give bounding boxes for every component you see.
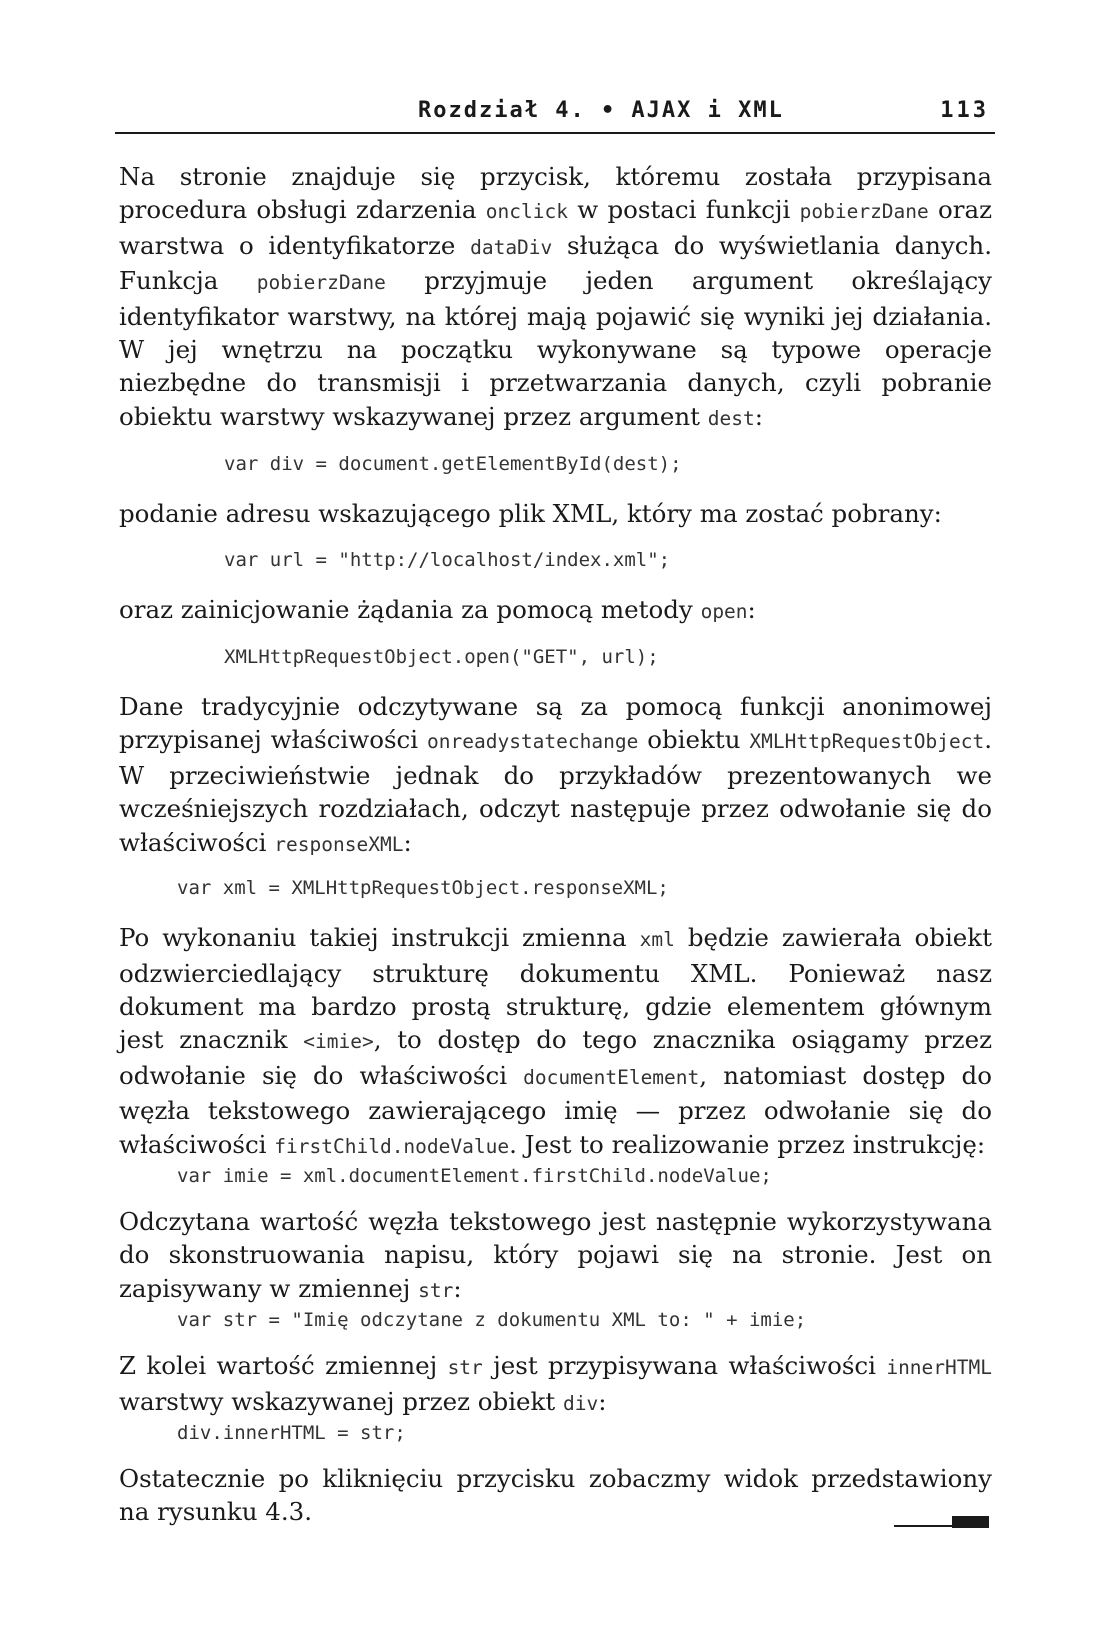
paragraph-5 [119, 921, 992, 1163]
end-mark-bar [952, 1516, 989, 1528]
inline-code: innerHTML [886, 1356, 992, 1380]
code-listing: var imie = xml.documentElement.firstChild.nodeValue; [177, 1164, 772, 1187]
text-run: jest przypisywana właściwości [482, 1351, 887, 1381]
text-run: warstwy wskazywanej przez obiekt [119, 1386, 564, 1416]
inline-code: responseXML [274, 832, 404, 856]
inline-code: str [418, 1278, 454, 1302]
inline-code: open [700, 599, 748, 623]
paragraph-1 [119, 160, 992, 435]
text-run: oraz warstwa o identyfikatorze [119, 195, 993, 260]
paragraph-3 [119, 593, 992, 628]
code-listing: div.innerHTML = str; [177, 1421, 406, 1444]
inline-code: dataDiv [470, 235, 553, 259]
text-run: Na stronie znajduje się przycisk, któremu została przypisana procedura obsługi zdarzenia [119, 162, 992, 225]
text-run: w postaci funkcji [567, 195, 800, 225]
text-run: , natomiast dostęp do węzła tekstowego zawierającego imię — przez odwołanie się do właściwości [119, 1060, 992, 1159]
text-run: będzie zawierała obiekt odzwierciedlający strukturę dokumentu XML. Ponieważ nasz dokument ma bardzo prostą strukturę, gdzie elementem głównym jest znacznik [119, 923, 992, 1055]
text-run: oraz zainicjowanie żądania za pomocą metody [119, 594, 701, 624]
page-number: 113 [940, 98, 989, 123]
text-run: obiektu [638, 725, 750, 755]
text-run: Z kolei wartość zmiennej [119, 1351, 448, 1381]
text-run: : [453, 1273, 462, 1303]
inline-code: XMLHttpRequestObject [749, 730, 985, 754]
text-run: , to dostęp do tego znacznika osiągamy przez odwołanie się do właściwości [119, 1025, 992, 1090]
inline-code: onclick [485, 200, 568, 224]
paragraph-2: podanie adresu wskazującego plik XML, który ma zostać pobrany: [119, 499, 942, 529]
text-run: : [754, 401, 763, 431]
code-listing: var xml = XMLHttpRequestObject.responseXML; [177, 877, 669, 900]
body-text [119, 160, 992, 1529]
section-end-mark [894, 1516, 989, 1528]
running-header [115, 98, 995, 134]
paragraph-4 [119, 690, 992, 861]
text-run: Po wykonaniu takiej instrukcji zmienna [119, 923, 640, 953]
text-run: przyjmuje jeden argument określający identyfikator warstwy, na której mają pojawić się wyniki jej działania. W jej wnętrzu na początku wykonywane są typowe operacje niezbędne do transmisji i przetwarzania danych, czyli pobranie obiektu warstwy wskazywanej przez argument [119, 266, 993, 431]
text-run: Dane tradycyjnie odczytywane są za pomocą funkcji anonimowej przypisanej właściwości [119, 692, 992, 755]
text-run: . Jest to realizowanie przez instrukcję: [509, 1129, 986, 1159]
paragraph-8: Ostatecznie po kliknięciu przycisku zobaczmy widok przedstawiony na rysunku 4.3. [119, 1463, 992, 1527]
code-listing: XMLHttpRequestObject.open("GET", url); [224, 646, 659, 669]
running-title: Rozdział 4. • AJAX i XML [418, 98, 784, 123]
paragraph-6 [119, 1205, 992, 1307]
inline-code: onreadystatechange [427, 730, 639, 754]
code-listing: var div = document.getElementById(dest); [224, 453, 682, 476]
text-run: . W przeciwieństwie jednak do przykładów prezentowanych we wcześniejszych rozdziałach, odczyt następuje przez odwołanie się do właściwości [119, 725, 992, 857]
inline-code: pobierzDane [256, 271, 386, 295]
end-mark-line [894, 1525, 954, 1527]
text-run: : [747, 594, 756, 624]
code-listing: var url = "http://localhost/index.xml"; [224, 548, 671, 571]
inline-code: firstChild.nodeValue [274, 1134, 510, 1158]
text-run: : [598, 1386, 607, 1416]
inline-code: dest [707, 406, 755, 430]
inline-code: documentElement [523, 1065, 700, 1089]
paragraph-7 [119, 1349, 992, 1420]
text-run: służąca do wyświetlania danych. Funkcja [119, 230, 992, 296]
inline-code: <imie> [303, 1030, 374, 1054]
text-run: : [403, 827, 412, 857]
inline-code: xml [639, 928, 675, 952]
inline-code: str [447, 1356, 483, 1380]
code-listing: var str = "Imię odczytane z dokumentu XML to: " + imie; [177, 1309, 807, 1332]
text-run: Odczytana wartość węzła tekstowego jest następnie wykorzystywana do skonstruowania napisu, który pojawi się na stronie. Jest on zapisywany w zmiennej [119, 1206, 992, 1303]
inline-code: div [563, 1391, 599, 1415]
inline-code: pobierzDane [799, 200, 929, 224]
